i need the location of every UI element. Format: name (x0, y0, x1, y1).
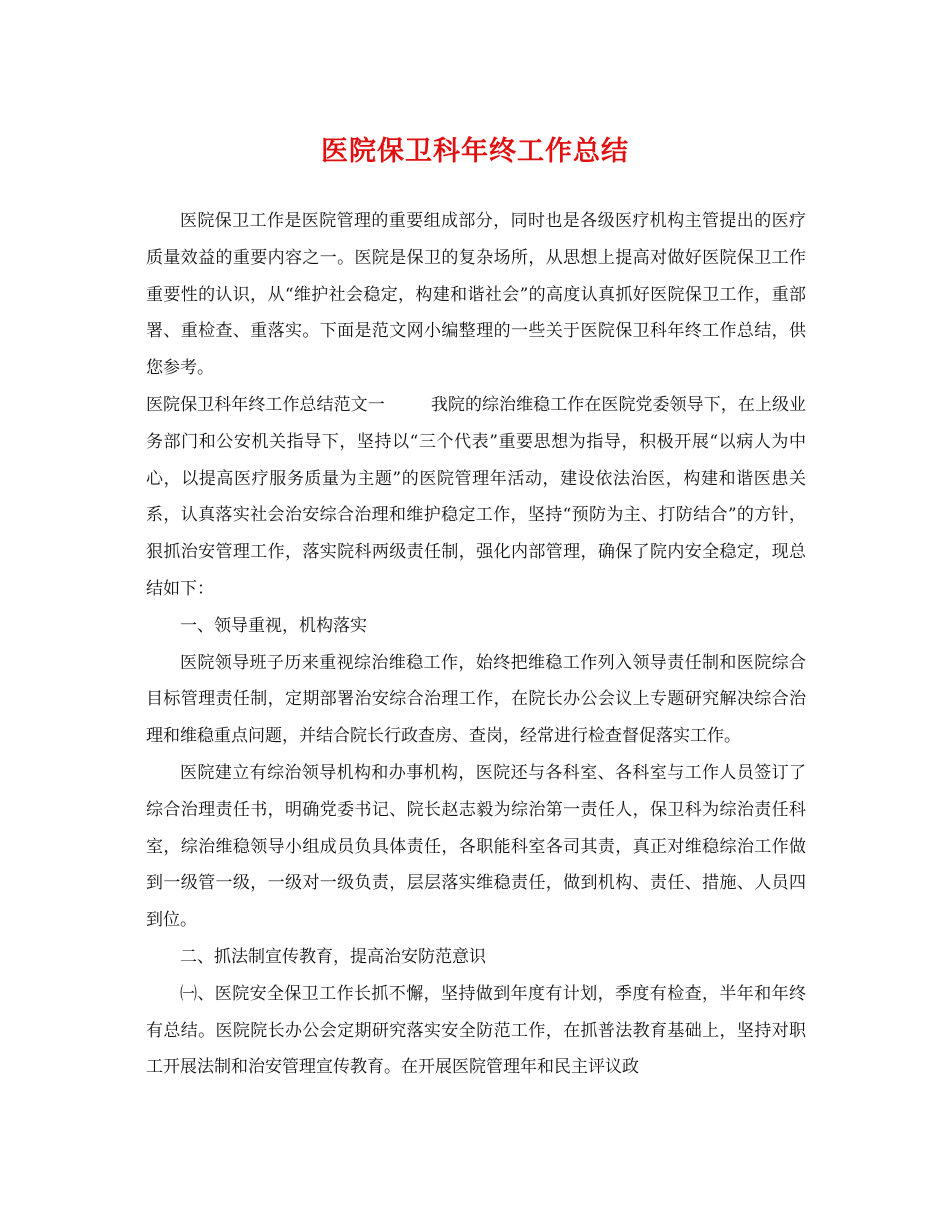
document-title: 医院保卫科年终工作总结 (321, 136, 629, 167)
section-heading-2: 二、抓法制宣传教育，提高治安防范意识 (180, 946, 486, 967)
sample-text: 我院的综治维稳工作在医院党委领导下，在上级业务部门和公安机关指导下，坚持以“三个代表”重要思想为指导，积极开展“以病人为中心，以提高医疗服务质量为主题”的医院管理年活动，建设依法治医，构建和谐医患关系，认真落实社会治安综合治理和维护稳定工作，坚持“预防为主、打防结合”的方针，狠抓治安管理工作，落实院科两级责任制，强化内部管理，确保了院内安全稳定，现总结如下： (146, 394, 807, 599)
paragraph-2: 医院建立有综治领导机构和办事机构，医院还与各科室、各科室与工作人员签订了综合治理责任书，明确党委书记、院长赵志毅为综治第一责任人，保卫科为综治责任科室，综治维稳领导小组成员负具体责任，各职能科室各司其责，真正对维稳综治工作做到一级管一级，一级对一级负责，层层落实维稳责任，做到机构、责任、措施、人员四到位。 (146, 762, 806, 931)
paragraph-1: 医院领导班子历来重视综治维稳工作，始终把维稳工作列入领导责任制和医院综合目标管理责任制，定期部署治安综合治理工作，在院长办公会议上专题研究解决综合治理和维稳重点问题，并结合院长行政查房、查岗，经常进行检查督促落实工作。 (146, 652, 806, 747)
sample-label: 医院保卫科年终工作总结范文一 (146, 394, 385, 415)
document-body (146, 203, 806, 1086)
intro-paragraph: 医院保卫工作是医院管理的重要组成部分，同时也是各级医疗机构主管提出的医疗质量效益的重要内容之一。医院是保卫的复杂场所，从思想上提高对做好医院保卫工作重要性的认识，从“维护社会稳定，构建和谐社会”的高度认真抓好医院保卫工作，重部署、重检查、重落实。下面是范文网小编整理的一些关于医院保卫科年终工作总结，供您参考。 (146, 211, 806, 379)
section-heading-1: 一、领导重视，机构落实 (180, 615, 367, 636)
paragraph-3: ㈠、医院安全保卫工作长抓不懈，坚持做到年度有计划，季度有检查，半年和年终有总结。医院院长办公会定期研究落实安全防范工作，在抓普法教育基础上，坚持对职工开展法制和治安管理宣传教育。在开展医院管理年和民主评议政 (146, 983, 806, 1078)
sample-paragraph (146, 387, 806, 608)
